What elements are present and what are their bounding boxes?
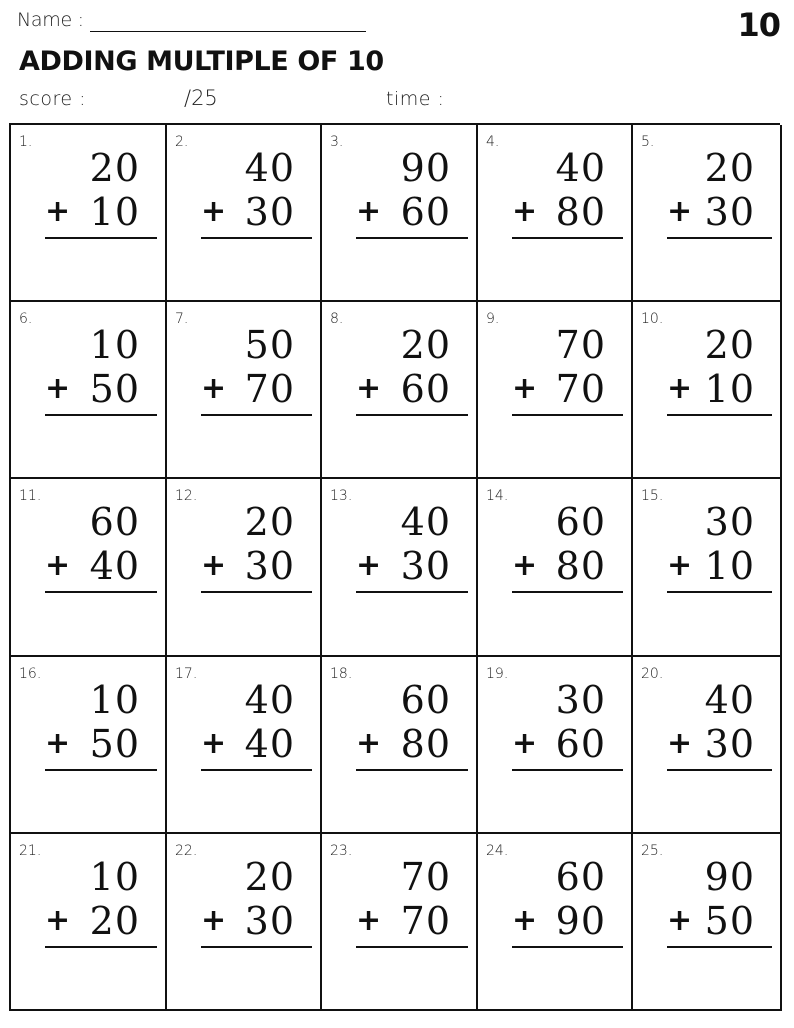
problem-number: 25.: [641, 842, 664, 859]
problem-cell[interactable]: [478, 125, 633, 302]
addend-bottom: 80: [555, 544, 606, 589]
plus-sign: +: [45, 194, 71, 229]
plus-sign: +: [667, 902, 693, 938]
addend-top: 20: [244, 500, 295, 545]
addend-bottom-row: [667, 191, 772, 239]
problem-cell[interactable]: [633, 302, 782, 479]
addend-top: 70: [555, 323, 606, 368]
problem-number: 1.: [19, 134, 33, 150]
problem-cell[interactable]: [478, 834, 633, 1011]
addend-bottom: 50: [89, 721, 140, 766]
problem-number: 13.: [330, 488, 353, 505]
problem-cell[interactable]: [11, 302, 167, 479]
plus-sign: +: [667, 725, 693, 761]
addend-top: 30: [704, 500, 755, 545]
addend-bottom-row: [356, 368, 468, 416]
addend-bottom-row: [512, 191, 623, 239]
problem-grid: [9, 123, 780, 1011]
plus-sign: +: [45, 371, 71, 407]
problem-cell[interactable]: [478, 657, 633, 834]
addend-top: 20: [704, 146, 755, 190]
plus-sign: +: [356, 194, 382, 229]
page-title: ADDING MULTIPLE OF 10: [19, 46, 384, 77]
addend-bottom: 50: [704, 898, 755, 943]
addend-top: 90: [400, 146, 451, 190]
score-total: /25: [184, 86, 218, 110]
addend-top: 40: [555, 146, 606, 190]
problem-number: 17.: [175, 665, 198, 682]
addend-top: 60: [400, 677, 451, 722]
problem-cell[interactable]: [167, 302, 322, 479]
addend-bottom: 50: [89, 367, 140, 412]
addend-bottom-row: [201, 900, 312, 948]
plus-sign: +: [512, 194, 538, 229]
problem-number: 20.: [641, 665, 664, 682]
addend-bottom: 80: [555, 190, 606, 234]
addend-bottom: 10: [704, 367, 755, 412]
addend-top: 70: [400, 854, 451, 899]
addend-bottom: 60: [400, 190, 451, 234]
plus-sign: +: [512, 725, 538, 761]
addend-top: 20: [89, 146, 140, 190]
problem-number: 22.: [175, 842, 198, 859]
problem-number: 24.: [486, 842, 509, 859]
time-label: time :: [386, 88, 445, 110]
problem-cell[interactable]: [478, 479, 633, 656]
addend-top: 40: [244, 146, 295, 190]
addend-bottom-row: [356, 900, 468, 948]
name-entry-line[interactable]: [90, 31, 366, 32]
addend-top: 10: [89, 854, 140, 899]
problem-number: 15.: [641, 488, 664, 505]
addend-top: 40: [244, 677, 295, 722]
name-label: Name :: [17, 9, 84, 31]
plus-sign: +: [201, 902, 227, 938]
addend-bottom-row: [512, 368, 623, 416]
addend-top: 20: [244, 854, 295, 899]
addend-bottom-row: [667, 723, 772, 771]
plus-sign: +: [356, 725, 382, 761]
problem-cell[interactable]: [167, 834, 322, 1011]
problem-cell[interactable]: [167, 657, 322, 834]
problem-cell[interactable]: [633, 834, 782, 1011]
addend-bottom-row: [201, 545, 312, 593]
addend-bottom: 10: [704, 544, 755, 589]
addend-bottom-row: [201, 191, 312, 239]
plus-sign: +: [512, 371, 538, 407]
problem-cell[interactable]: [322, 302, 478, 479]
addend-bottom-row: [512, 545, 623, 593]
problem-number: 18.: [330, 665, 353, 682]
problem-cell[interactable]: [478, 302, 633, 479]
plus-sign: +: [667, 548, 693, 584]
addend-top: 30: [555, 677, 606, 722]
addend-bottom-row: [45, 900, 157, 948]
addend-bottom: 60: [555, 721, 606, 766]
addend-bottom: 40: [89, 544, 140, 589]
addend-bottom-row: [512, 723, 623, 771]
problem-number: 7.: [175, 311, 189, 328]
addend-top: 60: [555, 500, 606, 545]
addend-bottom: 30: [704, 721, 755, 766]
addend-bottom: 40: [244, 721, 295, 766]
problem-cell[interactable]: [633, 479, 782, 656]
addend-bottom: 30: [400, 544, 451, 589]
plus-sign: +: [201, 548, 227, 584]
plus-sign: +: [667, 371, 693, 407]
addend-top: 10: [89, 677, 140, 722]
addend-bottom: 70: [555, 367, 606, 412]
problem-number: 12.: [175, 488, 198, 505]
addend-bottom-row: [356, 723, 468, 771]
addend-bottom-row: [356, 545, 468, 593]
problem-cell[interactable]: [322, 479, 478, 656]
addend-bottom-row: [45, 723, 157, 771]
score-label: score :: [19, 88, 86, 110]
addend-bottom: 20: [89, 898, 140, 943]
addend-bottom: 30: [244, 190, 295, 234]
addend-top: 40: [400, 500, 451, 545]
plus-sign: +: [201, 725, 227, 761]
addend-bottom: 30: [704, 190, 755, 234]
addend-bottom: 10: [89, 190, 140, 234]
addend-bottom: 80: [400, 721, 451, 766]
plus-sign: +: [356, 548, 382, 584]
problem-cell[interactable]: [322, 657, 478, 834]
addend-bottom: 90: [555, 898, 606, 943]
addend-top: 10: [89, 323, 140, 368]
addend-bottom-row: [201, 368, 312, 416]
addend-top: 20: [400, 323, 451, 368]
addend-bottom: 30: [244, 898, 295, 943]
problem-number: 16.: [19, 665, 42, 682]
addend-bottom-row: [667, 900, 772, 948]
addend-bottom: 30: [244, 544, 295, 589]
problem-number: 10.: [641, 311, 664, 328]
problem-number: 6.: [19, 311, 33, 328]
addend-bottom: 70: [400, 898, 451, 943]
problem-number: 23.: [330, 842, 353, 859]
addend-top: 90: [704, 854, 755, 899]
problem-cell[interactable]: [633, 125, 782, 302]
problem-number: 11.: [19, 488, 42, 505]
problem-number: 2.: [175, 134, 189, 150]
addend-top: 20: [704, 323, 755, 368]
plus-sign: +: [356, 902, 382, 938]
problem-number: 8.: [330, 311, 344, 328]
addend-top: 60: [89, 500, 140, 545]
problem-cell[interactable]: [11, 657, 167, 834]
plus-sign: +: [201, 194, 227, 229]
problem-number: 14.: [486, 488, 509, 505]
plus-sign: +: [45, 725, 71, 761]
problem-number: 4.: [486, 134, 500, 150]
addend-bottom-row: [667, 368, 772, 416]
problem-cell[interactable]: [167, 125, 322, 302]
plus-sign: +: [201, 371, 227, 407]
problem-number: 19.: [486, 665, 509, 682]
plus-sign: +: [45, 902, 71, 938]
problem-number: 3.: [330, 134, 344, 150]
plus-sign: +: [356, 371, 382, 407]
addend-bottom: 60: [400, 367, 451, 412]
problem-cell[interactable]: [322, 834, 478, 1011]
problem-number: 9.: [486, 311, 500, 328]
addend-bottom-row: [45, 545, 157, 593]
plus-sign: +: [45, 548, 71, 584]
plus-sign: +: [667, 194, 693, 229]
problem-number: 21.: [19, 842, 42, 859]
addend-top: 50: [244, 323, 295, 368]
addend-top: 40: [704, 677, 755, 722]
plus-sign: +: [512, 902, 538, 938]
addend-bottom-row: [667, 545, 772, 593]
problem-cell[interactable]: [11, 125, 167, 302]
addend-bottom: 70: [244, 367, 295, 412]
addend-bottom-row: [201, 723, 312, 771]
addend-bottom-row: [356, 191, 468, 239]
problem-cell[interactable]: [322, 125, 478, 302]
addend-bottom-row: [512, 900, 623, 948]
problem-cell[interactable]: [633, 657, 782, 834]
problem-number: 5.: [641, 134, 655, 150]
problem-cell[interactable]: [11, 479, 167, 656]
addend-bottom-row: [45, 191, 157, 239]
problem-cell[interactable]: [167, 479, 322, 656]
addend-top: 60: [555, 854, 606, 899]
page-number: 10: [737, 6, 780, 44]
problem-cell[interactable]: [11, 834, 167, 1011]
addend-bottom-row: [45, 368, 157, 416]
plus-sign: +: [512, 548, 538, 584]
